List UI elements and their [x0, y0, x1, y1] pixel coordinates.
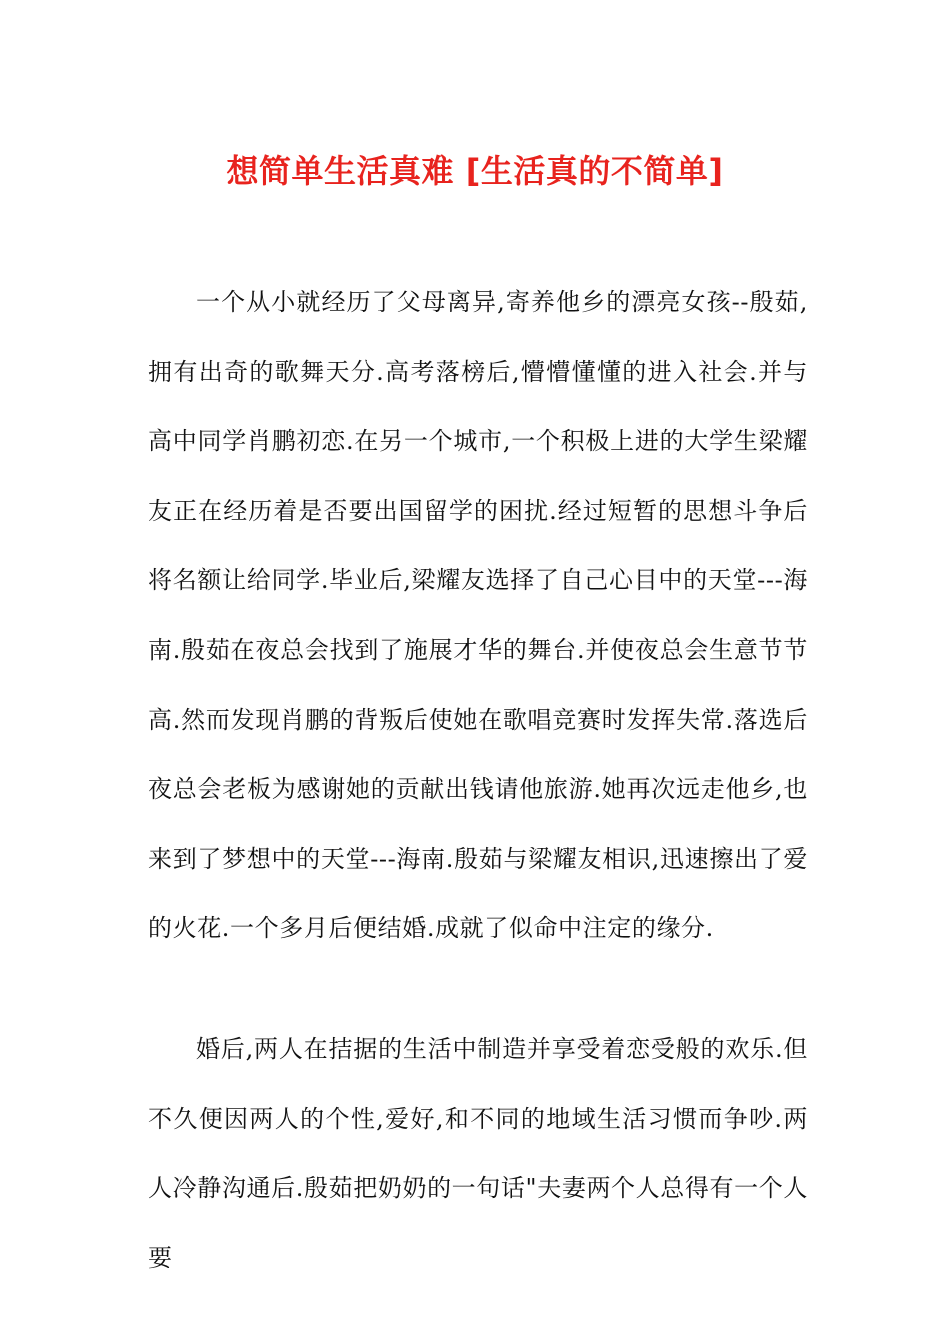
body-paragraph-2: 婚后,两人在拮据的生活中制造并享受着恋受般的欢乐.但不久便因两人的个性,爱好,和不同的地域生活习惯而争吵.两人冷静沟通后.殷茹把奶奶的一句话"夫妻两个人总得有一个人要 [148, 1035, 808, 1272]
body-paragraph-1: 一个从小就经历了父母离异,寄养他乡的漂亮女孩--殷茹,拥有出奇的歌舞天分.高考落榜后,懵懵懂懂的进入社会.并与高中同学肖鹏初恋.在另一个城市,一个积极上进的大学生梁耀友正在经历着是否要出国留学的困扰.经过短暂的思想斗争后将名额让给同学.毕业后,梁耀友选择了自己心目中的天堂---海南.殷茹在夜总会找到了施展才华的舞台.并使夜总会生意节节高.然而发现肖鹏的背叛后使她在歌唱竞赛时发挥失常.落选后夜总会老板为感谢她的贡献出钱请他旅游.她再次远走他乡,也来到了梦想中的天堂---海南.殷茹与梁耀友相识,迅速擦出了爱的火花.一个多月后便结婚.成就了似命中注定的缘分. [148, 288, 808, 943]
document-title: 想简单生活真难 [生活真的不简单] [226, 152, 724, 190]
